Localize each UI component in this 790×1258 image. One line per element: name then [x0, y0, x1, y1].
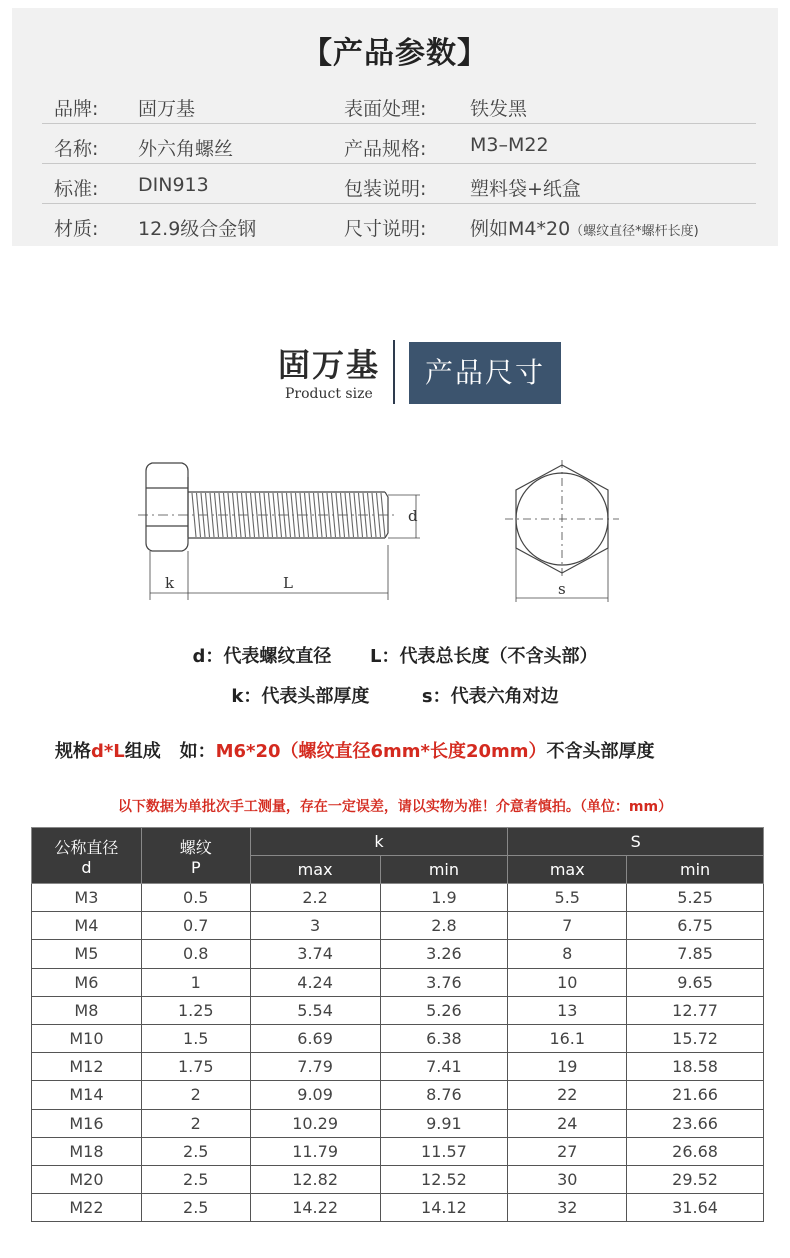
size-example: 例如M4*20: [470, 218, 571, 240]
param-value: DIN913: [138, 174, 209, 196]
table-row: [32, 1081, 764, 1109]
table-cell: M5: [32, 940, 142, 968]
table-cell: 2.5: [141, 1194, 250, 1222]
bolt-side-diagram: [130, 455, 430, 605]
table-row: [32, 1165, 764, 1193]
legend-d: d：代表螺纹直径: [192, 646, 332, 667]
param-label: 尺寸说明:: [344, 218, 427, 240]
spec-text: 不含头部厚度: [546, 741, 655, 762]
col-header-text: 螺纹: [179, 837, 212, 857]
table-cell: 9.09: [250, 1081, 380, 1109]
param-row: [42, 124, 756, 164]
spec-highlight: d*L: [91, 741, 125, 762]
param-value: 固万基: [138, 98, 196, 120]
dim-s-label: s: [558, 580, 566, 598]
table-row: [32, 968, 764, 996]
table-cell: M4: [32, 912, 142, 940]
table-cell: 9.65: [627, 968, 764, 996]
size-table: [31, 827, 764, 1222]
table-cell: 0.7: [141, 912, 250, 940]
legend-s: s：代表六角对边: [421, 686, 559, 707]
thread-mark: [228, 493, 232, 537]
table-cell: 3: [250, 912, 380, 940]
col-header-text: 公称直径: [54, 837, 119, 857]
table-cell: 12.52: [380, 1165, 508, 1193]
thread-mark: [291, 493, 295, 537]
table-cell: 10: [508, 968, 627, 996]
table-cell: 1.9: [380, 884, 508, 912]
table-cell: 7.79: [250, 1053, 380, 1081]
table-cell: M3: [32, 884, 142, 912]
params-title: 【产品参数】: [302, 36, 488, 71]
table-cell: 12.82: [250, 1165, 380, 1193]
col-header-d: [32, 828, 142, 884]
spec-text: 组成 如：: [124, 741, 216, 762]
table-cell: M16: [32, 1109, 142, 1137]
param-row: [42, 164, 756, 204]
table-row: [32, 912, 764, 940]
table-cell: 14.22: [250, 1194, 380, 1222]
table-cell: 22: [508, 1081, 627, 1109]
table-row: [32, 940, 764, 968]
param-label: 产品规格:: [344, 138, 427, 160]
table-cell: 2.5: [141, 1137, 250, 1165]
col-header-p: [141, 828, 250, 884]
table-cell: 5.54: [250, 996, 380, 1024]
table-cell: 27: [508, 1137, 627, 1165]
table-cell: M22: [32, 1194, 142, 1222]
table-cell: 8: [508, 940, 627, 968]
dim-L-label: L: [283, 574, 293, 592]
table-cell: 6.69: [250, 1024, 380, 1052]
table-cell: 15.72: [627, 1024, 764, 1052]
table-cell: 11.79: [250, 1137, 380, 1165]
table-cell: 3.26: [380, 940, 508, 968]
table-cell: 5.26: [380, 996, 508, 1024]
table-cell: 23.66: [627, 1109, 764, 1137]
table-cell: 24: [508, 1109, 627, 1137]
dim-k-label: k: [165, 574, 175, 592]
table-cell: M6: [32, 968, 142, 996]
thread-mark: [314, 493, 318, 537]
measurement-note: 以下数据为单批次手工测量，存在一定误差，请以实物为准！介意者慎拍。（单位：mm）: [117, 799, 673, 815]
divider: [393, 340, 395, 404]
param-label: 品牌:: [54, 98, 99, 120]
spec-example: M6*20（螺纹直径6mm*长度20mm）: [215, 741, 547, 762]
legend-line-1: [0, 642, 790, 668]
table-cell: 21.66: [627, 1081, 764, 1109]
table-cell: 2: [141, 1109, 250, 1137]
legend-L: L：代表总长度（不含头部）: [369, 646, 598, 667]
table-cell: M12: [32, 1053, 142, 1081]
table-cell: 13: [508, 996, 627, 1024]
table-cell: 2.8: [380, 912, 508, 940]
table-cell: 10.29: [250, 1109, 380, 1137]
table-cell: M18: [32, 1137, 142, 1165]
thread-mark: [215, 493, 219, 537]
param-value: [470, 214, 699, 241]
table-row: [32, 884, 764, 912]
section-title: 产品尺寸: [409, 342, 561, 404]
col-header-max: max: [508, 856, 627, 884]
col-header-text: P: [190, 857, 201, 877]
table-cell: 1.25: [141, 996, 250, 1024]
table-cell: 6.75: [627, 912, 764, 940]
table-row: [32, 1137, 764, 1165]
table-cell: 32: [508, 1194, 627, 1222]
table-cell: 29.52: [627, 1165, 764, 1193]
param-label: 名称:: [54, 138, 99, 160]
param-value: M3–M22: [470, 134, 549, 156]
param-row: [42, 84, 756, 124]
table-cell: M10: [32, 1024, 142, 1052]
table-row: [32, 1194, 764, 1222]
col-header-max: max: [250, 856, 380, 884]
thread-mark: [354, 493, 358, 537]
table-cell: 1.75: [141, 1053, 250, 1081]
param-label: 材质:: [54, 218, 99, 240]
table-cell: M20: [32, 1165, 142, 1193]
table-cell: 2.5: [141, 1165, 250, 1193]
param-row: [42, 204, 756, 244]
table-cell: 6.38: [380, 1024, 508, 1052]
table-cell: M14: [32, 1081, 142, 1109]
table-row: [32, 1109, 764, 1137]
table-row: [32, 1053, 764, 1081]
table-cell: 1.5: [141, 1024, 250, 1052]
param-label: 标准:: [54, 178, 99, 200]
table-cell: 16.1: [508, 1024, 627, 1052]
table-cell: 2.2: [250, 884, 380, 912]
col-header-k: k: [250, 828, 508, 856]
table-cell: 19: [508, 1053, 627, 1081]
table-cell: 5.25: [627, 884, 764, 912]
spec-line: [55, 737, 655, 763]
table-cell: 7.41: [380, 1053, 508, 1081]
table-cell: 5.5: [508, 884, 627, 912]
table-cell: 3.74: [250, 940, 380, 968]
table-row: [32, 1024, 764, 1052]
table-cell: 11.57: [380, 1137, 508, 1165]
brand-subtitle: Product size: [285, 386, 373, 402]
col-header-text: d: [81, 857, 92, 877]
table-cell: 9.91: [380, 1109, 508, 1137]
table-cell: 8.76: [380, 1081, 508, 1109]
param-label: 表面处理:: [344, 98, 427, 120]
table-cell: 3.76: [380, 968, 508, 996]
legend-line-2: [0, 682, 790, 708]
table-cell: 18.58: [627, 1053, 764, 1081]
col-header-s: S: [508, 828, 764, 856]
dim-d-label: d: [408, 507, 418, 525]
table-cell: 0.8: [141, 940, 250, 968]
params-panel: [12, 8, 778, 246]
param-value: 12.9级合金钢: [138, 218, 257, 240]
bolt-head-diagram: [505, 460, 620, 605]
table-cell: 7: [508, 912, 627, 940]
size-example-note: （螺纹直径*螺杆长度): [570, 224, 699, 239]
table-row: [32, 996, 764, 1024]
param-value: 塑料袋+纸盒: [470, 178, 581, 200]
table-cell: 12.77: [627, 996, 764, 1024]
spec-text: 规格: [55, 741, 91, 762]
col-header-min: min: [627, 856, 764, 884]
table-cell: 31.64: [627, 1194, 764, 1222]
param-label: 包装说明:: [344, 178, 427, 200]
param-value: 铁发黑: [470, 98, 528, 120]
col-header-min: min: [380, 856, 508, 884]
legend-k: k：代表头部厚度: [231, 686, 370, 707]
table-cell: M8: [32, 996, 142, 1024]
table-cell: 4.24: [250, 968, 380, 996]
thread-mark: [269, 493, 273, 537]
thread-mark: [368, 493, 372, 537]
table-cell: 2: [141, 1081, 250, 1109]
param-value: 外六角螺丝: [138, 138, 234, 160]
table-cell: 26.68: [627, 1137, 764, 1165]
table-cell: 30: [508, 1165, 627, 1193]
table-cell: 14.12: [380, 1194, 508, 1222]
table-cell: 0.5: [141, 884, 250, 912]
brand-logo: 固万基: [278, 346, 381, 384]
table-cell: 1: [141, 968, 250, 996]
table-cell: 7.85: [627, 940, 764, 968]
